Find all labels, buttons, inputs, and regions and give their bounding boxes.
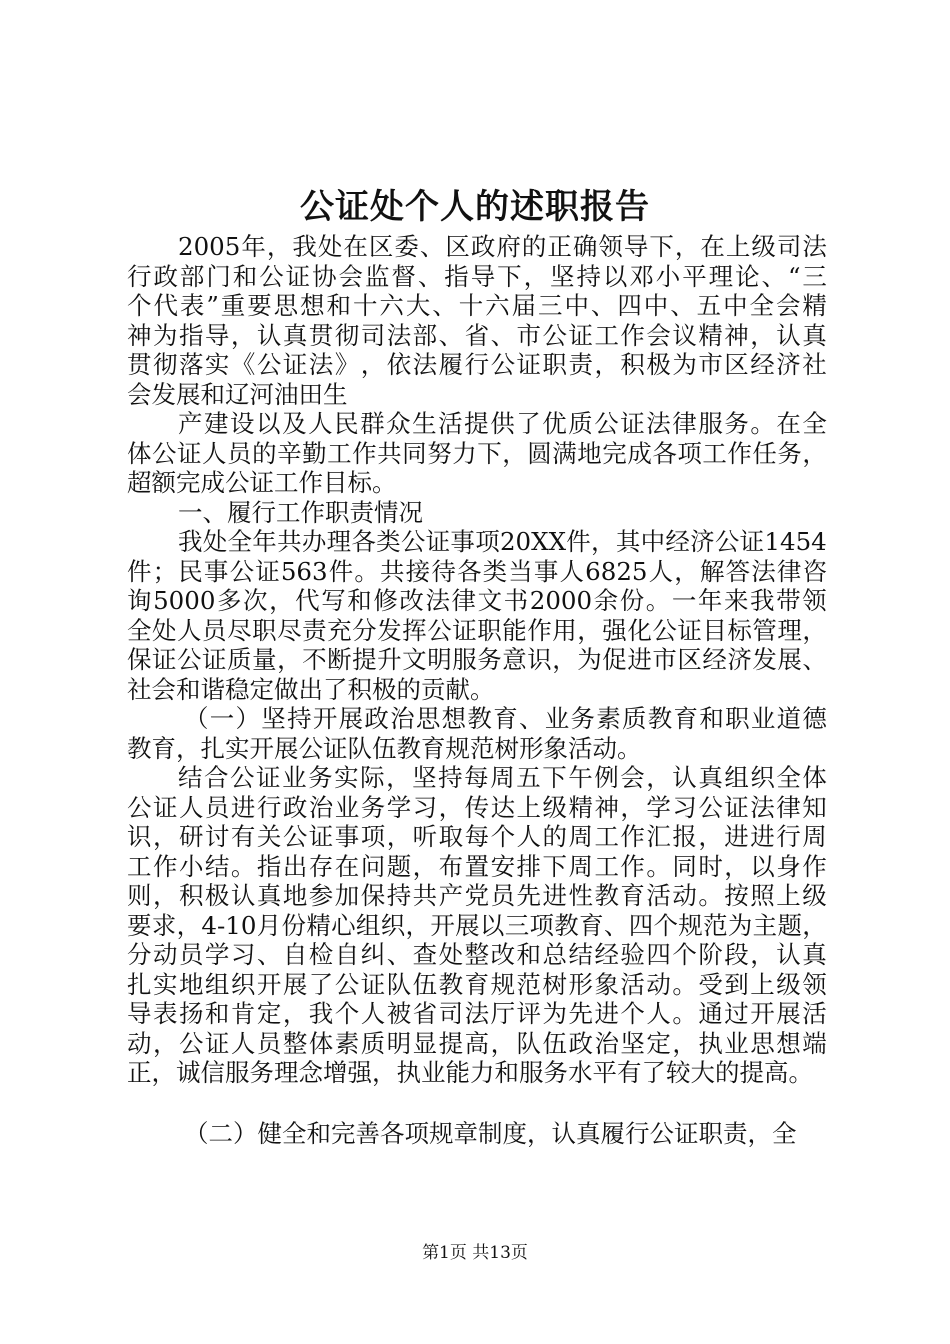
paragraph-line: 神 为 指 导 ， 认 真 贯 彻 司 法 部 、 省 、 市 公 证 工 作 会 议 精 神 ， 认 真 [127,320,827,350]
paragraph-line: 贯 彻 落 实 《 公 证 法 》 ， 依 法 履 行 公 证 职 责 ， 积 极 为 市 区 经 济 社 [127,350,827,379]
document-body [127,232,827,1148]
paragraph-line: 我 处 全 年 共 办 理 各 类 公 证 事 项 20XX 件 ， 其 中 经 济 公 证 1454 [178,527,827,556]
paragraph-line: 公 证 人 员 进 行 政 治 业 务 学 习 ， 传 达 上 级 精 神 ， 学 习 公 证 法 律 知 [127,792,827,822]
paragraph-line: 询 5000 多 次 ， 代 写 和 修 改 法 律 文 书 2000 余 份 。 一 年 来 我 带 领 [127,586,827,615]
paragraph-line: 分 动 员 学 习 、 自 检 自 纠 、 查 处 整 改 和 总 结 经 验 四 个 阶 段 ， 认 真 [127,940,827,969]
paragraph-line: 2005 年 ， 我 处 在 区 委 、 区 政 府 的 正 确 领 导 下 ， 在 上 级 司 法 [178,232,827,261]
page-footer: 第1页 共13页 [422,1243,528,1263]
paragraph-line: 要 求 ， 4-10 月 份 精 心 组 织 ， 开 展 以 三 项 教 育 、 四 个 规 范 为 主 题 ， [127,910,827,940]
paragraph-line: （ 一 ） 坚 持 开 展 政 治 思 想 教 育 、 业 务 素 质 教 育 和 职 业 道 德 [184,704,827,733]
paragraph-line: 体 公 证 人 员 的 辛 勤 工 作 共 同 努 力 下 ， 圆 满 地 完 成 各 项 工 作 任 务 ， [127,438,827,468]
paragraph-line: 会发展和辽河油田生 [127,379,348,409]
paragraph-line: 件 ； 民 事 公 证 563 件 。 共 接 待 各 类 当 事 人 6825 人 ， 解 答 法 律 咨 [127,556,827,586]
paragraph-line: 则 ， 积 极 认 真 地 参 加 保 持 共 产 党 员 先 进 性 教 育 活 动 。 按 照 上 级 [127,881,827,910]
paragraph-gap [127,1088,827,1119]
paragraph-line: 保 证 公 证 质 量 ， 不 断 提 升 文 明 服 务 意 识 ， 为 促 进 市 区 经 济 发 展 、 [127,645,827,674]
paragraph-line: 全 处 人 员 尽 职 尽 责 充 分 发 挥 公 证 职 能 作 用 ， 强 化 公 证 目 标 管 理 ， [127,615,827,645]
paragraph-line: 工 作 小 结 。 指 出 存 在 问 题 ， 布 置 安 排 下 周 工 作 。 同 时 ， 以 身 作 [127,851,827,881]
paragraph-line: 教育，扎实开展公证队伍教育规范树形象活动。 [127,733,642,763]
paragraph-line: 动 ， 公 证 人 员 整 体 素 质 明 显 提 高 ， 队 伍 政 治 坚 定 ， 执 业 思 想 端 [127,1028,827,1058]
paragraph-line: 产 建 设 以 及 人 民 群 众 生 活 提 供 了 优 质 公 证 法 律 服 务 。 在 全 [178,409,827,438]
paragraph-line: 扎 实 地 组 织 开 展 了 公 证 队 伍 教 育 规 范 树 形 象 活 动 。 受 到 上 级 领 [127,969,827,999]
paragraph-line: 社会和谐稳定做出了积极的贡献。 [127,674,495,704]
paragraph-line: 结 合 公 证 业 务 实 际 ， 坚 持 每 周 五 下 午 例 会 ， 认 真 组 织 全 体 [178,763,827,792]
paragraph-line: 行 政 部 门 和 公 证 协 会 监 督 、 指 导 下 ， 坚 持 以 邓 小 平 理 论 、 “ 三 [127,261,827,291]
paragraph-line: 超额完成公证工作目标。 [127,468,397,497]
paragraph-line: 正，诚信服务理念增强，执业能力和服务水平有了较大的提高。 [127,1058,813,1087]
document-title: 公证处个人的述职报告 [300,187,650,227]
paragraph-line: （二）健全和完善各项规章制度，认真履行公证职责，全 [184,1118,797,1148]
paragraph-line: 一、履行工作职责情况 [178,497,423,527]
paragraph-line: 导 表 扬 和 肯 定 ， 我 个 人 被 省 司 法 厅 评 为 先 进 个 人 。 通 过 开 展 活 [127,999,827,1028]
paragraph-line: 识 ， 研 讨 有 关 公 证 事 项 ， 听 取 每 个 人 的 周 工 作 汇 报 ， 进 进 行 周 [127,822,827,851]
paragraph-line: 个 代 表 ” 重 要 思 想 和 十 六 大 、 十 六 届 三 中 、 四 中 、 五 中 全 会 精 [127,291,827,320]
